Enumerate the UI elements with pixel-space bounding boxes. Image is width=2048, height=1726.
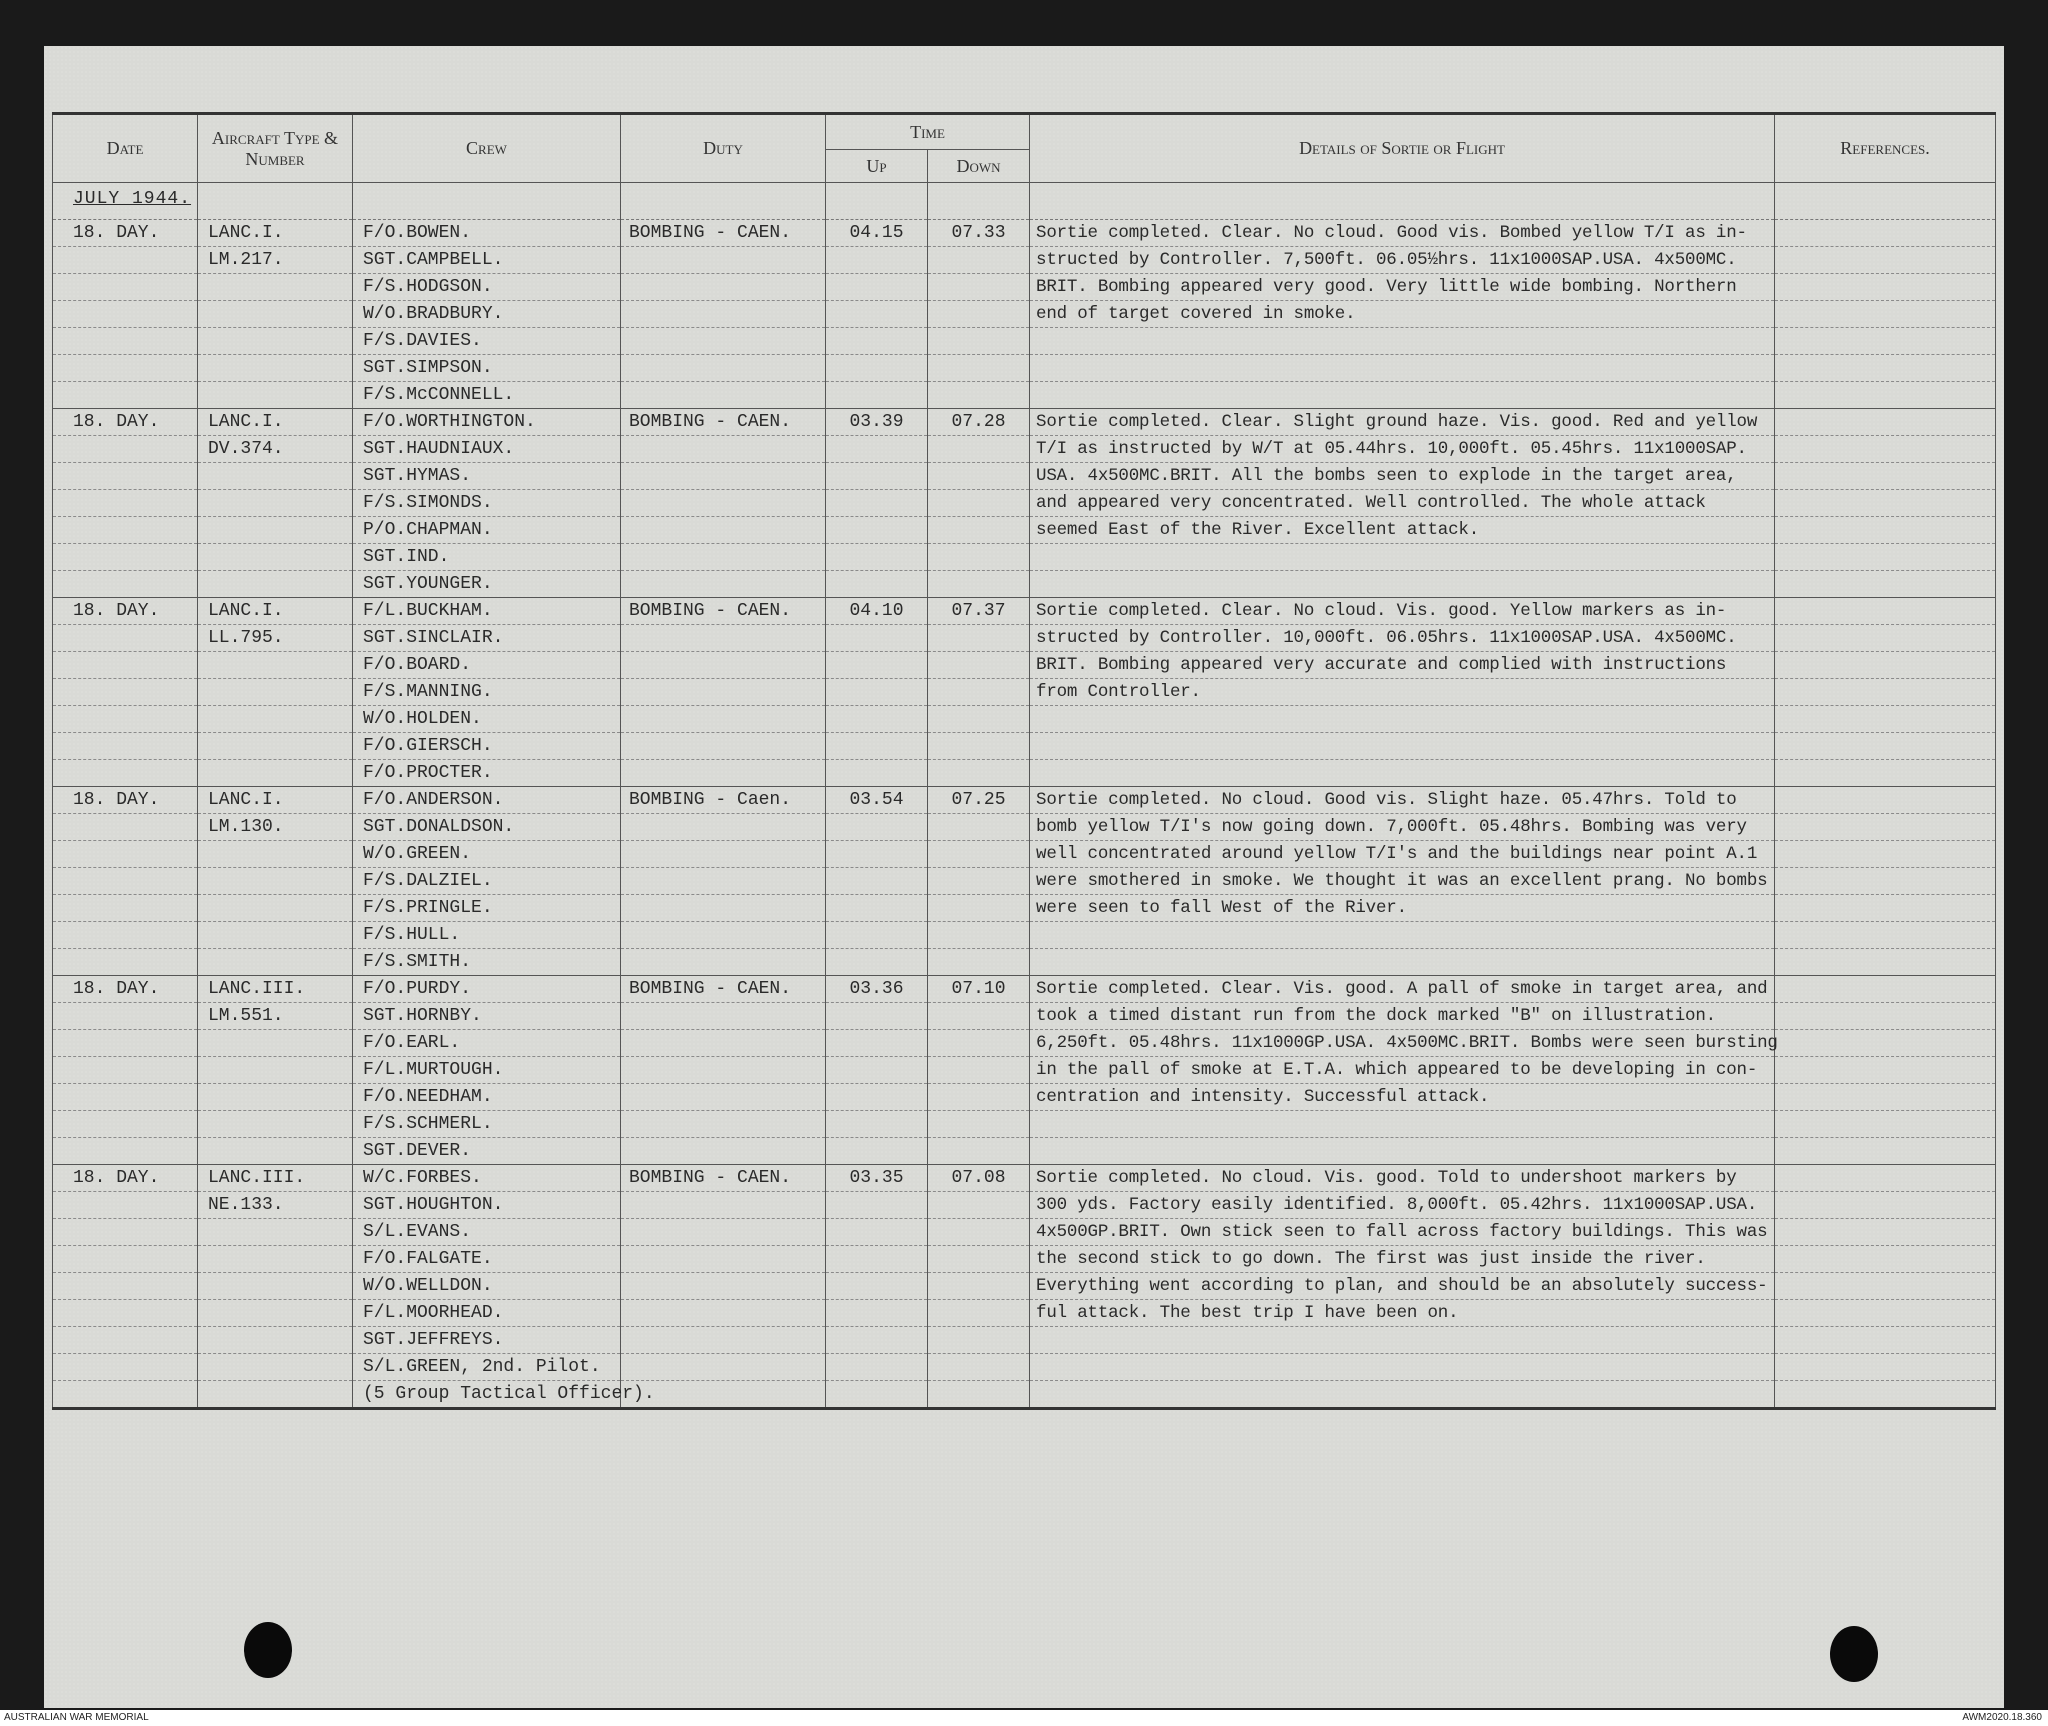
crew-cell (353, 1165, 655, 1409)
crew-member: S/L.EVANS. (353, 1219, 620, 1246)
time-down: 07.25 (928, 787, 1029, 814)
date-cell (53, 976, 198, 1165)
time-up: 03.36 (826, 976, 927, 1003)
crew-member: F/S.MANNING. (353, 679, 620, 706)
aircraft-line: LANC.III. (198, 1165, 352, 1192)
duty-cell (621, 409, 826, 598)
date-cell (53, 409, 198, 598)
crew-member: F/S.SCHMERL. (353, 1111, 620, 1138)
mission-duty: BOMBING - Caen. (621, 787, 825, 814)
crew-member: F/O.NEEDHAM. (353, 1084, 620, 1111)
date-cell (53, 598, 198, 787)
crew-member: F/O.ANDERSON. (353, 787, 620, 814)
details-line: ful attack. The best trip I have been on. (1030, 1300, 1774, 1327)
crew-member: S/L.GREEN, 2nd. Pilot. (353, 1354, 620, 1381)
aircraft-line: LANC.I. (198, 787, 352, 814)
details-cell (1030, 976, 1778, 1165)
time-down: 07.33 (928, 220, 1029, 247)
details-line: seemed East of the River. Excellent attack. (1030, 517, 1774, 544)
crew-member: SGT.HAUDNIAUX. (353, 436, 620, 463)
mission-row (53, 787, 1996, 976)
time-down-cell (928, 220, 1030, 409)
crew-member: F/S.SIMONDS. (353, 490, 620, 517)
crew-member: SGT.HYMAS. (353, 463, 620, 490)
aircraft-cell (198, 787, 353, 976)
date-cell (53, 1165, 198, 1409)
mission-date: 18. DAY. (53, 1165, 197, 1192)
crew-cell (353, 976, 621, 1165)
crew-member: SGT.JEFFREYS. (353, 1327, 620, 1354)
aircraft-cell (198, 1165, 353, 1409)
header-crew: Crew (353, 114, 621, 183)
details-line: from Controller. (1030, 679, 1774, 706)
details-line: in the pall of smoke at E.T.A. which appeared to be developing in con- (1030, 1057, 1774, 1084)
header-time: Time (826, 114, 1030, 150)
aircraft-cell (198, 598, 353, 787)
aircraft-line: LANC.I. (198, 409, 352, 436)
duty-cell (621, 787, 826, 976)
crew-cell (353, 787, 621, 976)
details-line: Sortie completed. No cloud. Vis. good. Told to undershoot markers by (1030, 1165, 1774, 1192)
crew-member: W/O.BRADBURY. (353, 301, 620, 328)
crew-member: F/O.EARL. (353, 1030, 620, 1057)
header-time-up: Up (826, 150, 928, 183)
details-cell (1030, 409, 1775, 598)
details-line: structed by Controller. 10,000ft. 06.05hrs. 11x1000SAP.USA. 4x500MC. (1030, 625, 1774, 652)
time-down: 07.10 (928, 976, 1029, 1003)
crew-member: (5 Group Tactical Officer). (363, 1384, 655, 1404)
time-up: 04.10 (826, 598, 927, 625)
references-cell (1775, 598, 1996, 787)
time-down-cell (928, 787, 1030, 976)
crew-member: F/S.HULL. (353, 922, 620, 949)
month-label: JULY 1944. (73, 189, 192, 209)
time-down: 07.37 (928, 598, 1029, 625)
time-down: 07.08 (928, 1165, 1029, 1192)
header-details: Details of Sortie or Flight (1030, 114, 1775, 183)
aircraft-cell (198, 976, 353, 1165)
details-line: took a timed distant run from the dock marked "B" on illustration. (1030, 1003, 1774, 1030)
aircraft-line: DV.374. (198, 436, 352, 463)
crew-member: F/S.PRINGLE. (353, 895, 620, 922)
crew-cell (353, 220, 621, 409)
crew-member: F/O.PURDY. (353, 976, 620, 1003)
mission-duty: BOMBING - CAEN. (621, 409, 825, 436)
crew-member: F/O.WORTHINGTON. (353, 409, 620, 436)
details-cell (1030, 220, 1775, 409)
crew-member: SGT.YOUNGER. (363, 574, 493, 594)
details-line: Sortie completed. No cloud. Good vis. Slight haze. 05.47hrs. Told to (1030, 787, 1774, 814)
crew-member: F/S.McCONNELL. (363, 385, 515, 405)
mission-row (53, 220, 1996, 409)
details-line: structed by Controller. 7,500ft. 06.05½hrs. 11x1000SAP.USA. 4x500MC. (1030, 247, 1774, 274)
aircraft-cell (198, 409, 353, 598)
crew-member: W/O.GREEN. (353, 841, 620, 868)
time-up-cell (826, 220, 928, 409)
aircraft-line: LANC.I. (198, 598, 352, 625)
crew-member: SGT.HOUGHTON. (353, 1192, 620, 1219)
crew-member: SGT.SIMPSON. (353, 355, 620, 382)
footer-institution: AUSTRALIAN WAR MEMORIAL (4, 1712, 149, 1723)
time-down-cell (928, 1165, 1030, 1409)
date-cell (53, 787, 198, 976)
time-down-cell (928, 409, 1030, 598)
details-line: Sortie completed. Clear. No cloud. Good vis. Bombed yellow T/I as in- (1030, 220, 1774, 247)
mission-duty: BOMBING - CAEN. (621, 220, 825, 247)
details-line: BRIT. Bombing appeared very good. Very little wide bombing. Northern (1030, 274, 1774, 301)
details-line: 6,250ft. 05.48hrs. 11x1000GP.USA. 4x500MC.BRIT. Bombs were seen bursting (1030, 1030, 1774, 1057)
time-down: 07.28 (928, 409, 1029, 436)
crew-member: F/S.HODGSON. (353, 274, 620, 301)
details-line: centration and intensity. Successful attack. (1030, 1084, 1774, 1111)
crew-member: F/O.GIERSCH. (353, 733, 620, 760)
time-down-cell (928, 598, 1030, 787)
mission-row (53, 409, 1996, 598)
aircraft-line: LM.130. (198, 814, 352, 841)
time-up: 03.35 (826, 1165, 927, 1192)
aircraft-line: LM.551. (198, 1003, 352, 1030)
time-up-cell (826, 409, 928, 598)
binder-punch-hole-left (244, 1622, 292, 1678)
time-up-cell (826, 976, 928, 1165)
mission-row (53, 976, 1996, 1165)
details-line: bomb yellow T/I's now going down. 7,000ft. 05.48hrs. Bombing was very (1030, 814, 1774, 841)
time-up-cell (826, 787, 928, 976)
crew-member: F/O.FALGATE. (353, 1246, 620, 1273)
crew-member: SGT.DEVER. (363, 1141, 472, 1161)
details-line: USA. 4x500MC.BRIT. All the bombs seen to explode in the target area, (1030, 463, 1774, 490)
aircraft-line: NE.133. (198, 1192, 352, 1219)
details-line: well concentrated around yellow T/I's and the buildings near point A.1 (1030, 841, 1774, 868)
mission-date: 18. DAY. (53, 409, 197, 436)
crew-member: SGT.IND. (353, 544, 620, 571)
mission-date: 18. DAY. (53, 787, 197, 814)
details-line: Sortie completed. Clear. Slight ground haze. Vis. good. Red and yellow (1030, 409, 1774, 436)
mission-date: 18. DAY. (53, 598, 197, 625)
header-date: Date (53, 114, 198, 183)
operations-record-table (52, 112, 1996, 1412)
details-line: 4x500GP.BRIT. Own stick seen to fall across factory buildings. This was (1030, 1219, 1774, 1246)
crew-member: F/O.BOWEN. (353, 220, 620, 247)
crew-member: F/O.BOARD. (353, 652, 620, 679)
details-line: BRIT. Bombing appeared very accurate and complied with instructions (1030, 652, 1774, 679)
mission-duty: BOMBING - CAEN. (621, 976, 825, 1003)
time-up-cell (826, 598, 928, 787)
references-cell (1775, 409, 1996, 598)
duty-cell (621, 1165, 826, 1409)
details-line: the second stick to go down. The first was just inside the river. (1030, 1246, 1774, 1273)
aircraft-line: LL.795. (198, 625, 352, 652)
duty-cell (621, 220, 826, 409)
crew-member: SGT.DONALDSON. (353, 814, 620, 841)
details-cell (1030, 598, 1775, 787)
crew-member: F/S.DALZIEL. (353, 868, 620, 895)
details-line: were seen to fall West of the River. (1030, 895, 1774, 922)
crew-cell (353, 598, 621, 787)
details-line: Sortie completed. Clear. No cloud. Vis. good. Yellow markers as in- (1030, 598, 1774, 625)
details-cell (1030, 1165, 1775, 1409)
time-up: 04.15 (826, 220, 927, 247)
mission-date: 18. DAY. (53, 976, 197, 1003)
details-line: T/I as instructed by W/T at 05.44hrs. 10,000ft. 05.45hrs. 11x1000SAP. (1030, 436, 1774, 463)
header-time-down: Down (928, 150, 1030, 183)
aircraft-line: LANC.III. (198, 976, 352, 1003)
duty-cell (621, 976, 826, 1165)
operations-record-sheet (44, 46, 2004, 1708)
footer-reference: AWM2020.18.360 (1962, 1712, 2042, 1723)
details-line: Sortie completed. Clear. Vis. good. A pall of smoke in target area, and (1030, 976, 1774, 1003)
mission-row (53, 598, 1996, 787)
duty-cell (621, 598, 826, 787)
details-line: end of target covered in smoke. (1030, 301, 1774, 328)
details-line: and appeared very concentrated. Well controlled. The whole attack (1030, 490, 1774, 517)
header-duty: Duty (621, 114, 826, 183)
crew-member: SGT.CAMPBELL. (353, 247, 620, 274)
details-line: were smothered in smoke. We thought it was an excellent prang. No bombs (1030, 868, 1774, 895)
mission-duty: BOMBING - CAEN. (621, 1165, 825, 1192)
crew-member: W/O.HOLDEN. (353, 706, 620, 733)
crew-member: F/L.MURTOUGH. (353, 1057, 620, 1084)
references-cell (1775, 976, 1996, 1165)
mission-row (53, 1165, 1996, 1409)
header-references: References. (1775, 114, 1996, 183)
mission-date: 18. DAY. (53, 220, 197, 247)
time-down-cell (928, 976, 1030, 1165)
crew-member: F/O.PROCTER. (363, 763, 493, 783)
references-cell (1775, 1165, 1996, 1409)
aircraft-line: LANC.I. (198, 220, 352, 247)
header-aircraft: Aircraft Type & Number (198, 114, 353, 183)
aircraft-cell (198, 220, 353, 409)
crew-member: P/O.CHAPMAN. (353, 517, 620, 544)
crew-member: F/L.MOORHEAD. (353, 1300, 620, 1327)
crew-member: F/S.SMITH. (363, 952, 472, 972)
crew-member: SGT.SINCLAIR. (353, 625, 620, 652)
binder-punch-hole-right (1830, 1626, 1878, 1682)
archive-footer (0, 1710, 2048, 1726)
crew-member: W/O.WELLDON. (353, 1273, 620, 1300)
crew-cell (353, 409, 621, 598)
crew-member: SGT.HORNBY. (353, 1003, 620, 1030)
details-line: Everything went according to plan, and should be an absolutely success- (1030, 1273, 1774, 1300)
details-cell (1030, 787, 1775, 976)
time-up: 03.39 (826, 409, 927, 436)
time-up-cell (826, 1165, 928, 1409)
aircraft-line: LM.217. (198, 247, 352, 274)
date-cell (53, 220, 198, 409)
crew-member: W/C.FORBES. (353, 1165, 620, 1192)
crew-member: F/S.DAVIES. (353, 328, 620, 355)
mission-duty: BOMBING - CAEN. (621, 598, 825, 625)
details-line: 300 yds. Factory easily identified. 8,000ft. 05.42hrs. 11x1000SAP.USA. (1030, 1192, 1774, 1219)
references-cell (1775, 787, 1996, 976)
crew-member: F/L.BUCKHAM. (353, 598, 620, 625)
time-up: 03.54 (826, 787, 927, 814)
references-cell (1775, 220, 1996, 409)
